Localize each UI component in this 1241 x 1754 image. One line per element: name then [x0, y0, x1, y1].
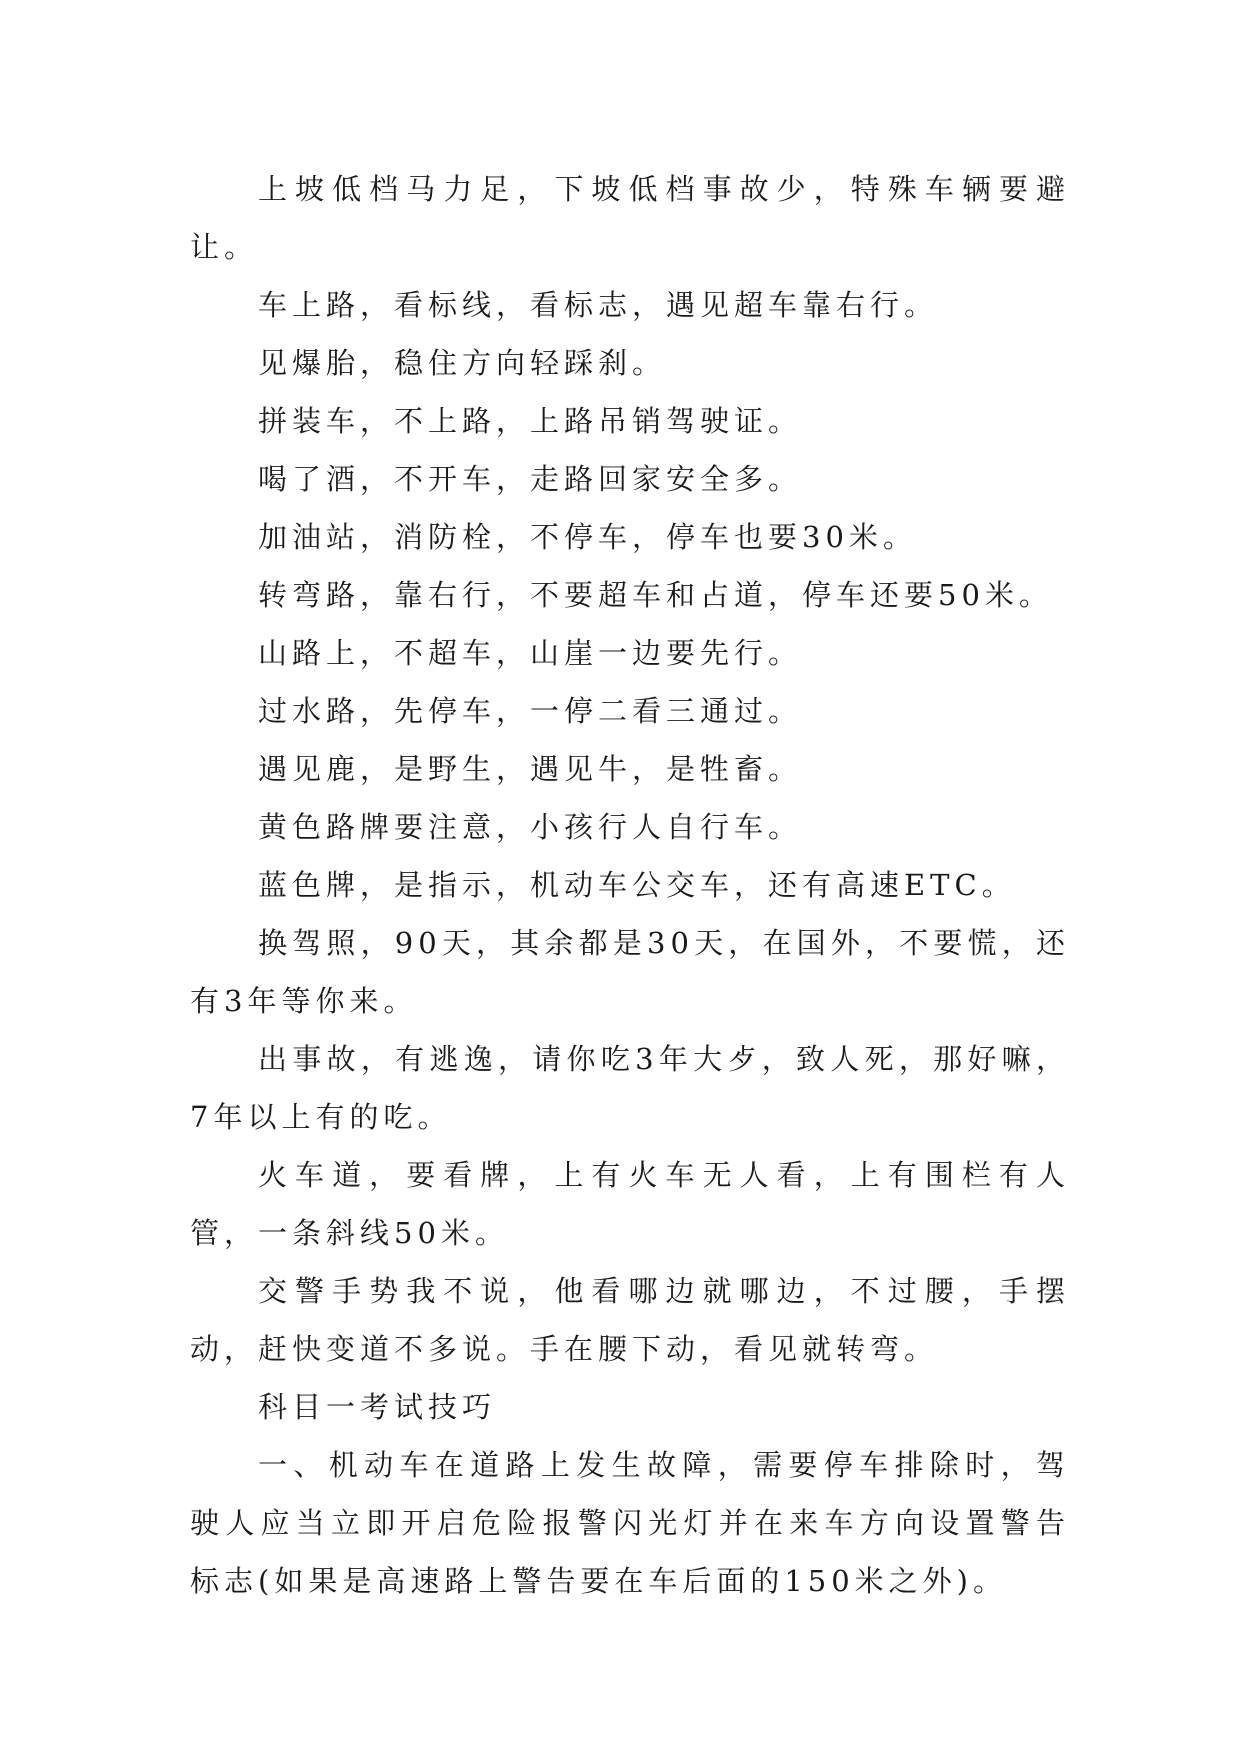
paragraph-13: 换驾照，90天，其余都是30天，在国外，不要慌，还有3年等你来。 — [190, 926, 1070, 1018]
paragraph-16: 交警手势我不说，他看哪边就哪边，不过腰，手摆动，赶快变道不多说。手在腰下动，看见就转弯。 — [190, 1274, 1070, 1366]
paragraph-10: 遇见鹿，是野生，遇见牛，是牲畜。 — [258, 752, 803, 786]
paragraph-4: 拼装车，不上路，上路吊销驾驶证。 — [258, 404, 803, 438]
paragraph-3: 见爆胎，稳住方向轻踩刹。 — [258, 346, 667, 380]
paragraph-8: 山路上，不超车，山崖一边要先行。 — [258, 636, 803, 670]
paragraph-2: 车上路，看标线，看标志，遇见超车靠右行。 — [258, 288, 939, 322]
paragraph-9: 过水路，先停车，一停二看三通过。 — [258, 694, 803, 728]
paragraph-6: 加油站，消防栓，不停车，停车也要30米。 — [258, 520, 917, 554]
paragraph-15: 火车道，要看牌，上有火车无人看，上有围栏有人管，一条斜线50米。 — [190, 1158, 1070, 1250]
paragraph-7: 转弯路，靠右行，不要超车和占道，停车还要50米。 — [258, 578, 1053, 612]
paragraph-14: 出事故，有逃逸，请你吃3年大歺，致人死，那好嘛，7年以上有的吃。 — [190, 1042, 1070, 1134]
paragraph-5: 喝了酒，不开车，走路回家安全多。 — [258, 462, 803, 496]
document-body — [190, 160, 1070, 1610]
paragraph-12: 蓝色牌，是指示，机动车公交车，还有高速ETC。 — [258, 868, 1016, 902]
paragraph-1: 上坡低档马力足，下坡低档事故少，特殊车辆要避让。 — [190, 172, 1070, 264]
paragraph-18: 一、机动车在道路上发生故障，需要停车排除时，驾驶人应当立即开启危险报警闪光灯并在来车方向设置警告标志(如果是高速路上警告要在车后面的150米之外)。 — [190, 1448, 1070, 1598]
paragraph-11: 黄色路牌要注意，小孩行人自行车。 — [258, 810, 803, 844]
section-heading: 科目一考试技巧 — [258, 1390, 497, 1424]
